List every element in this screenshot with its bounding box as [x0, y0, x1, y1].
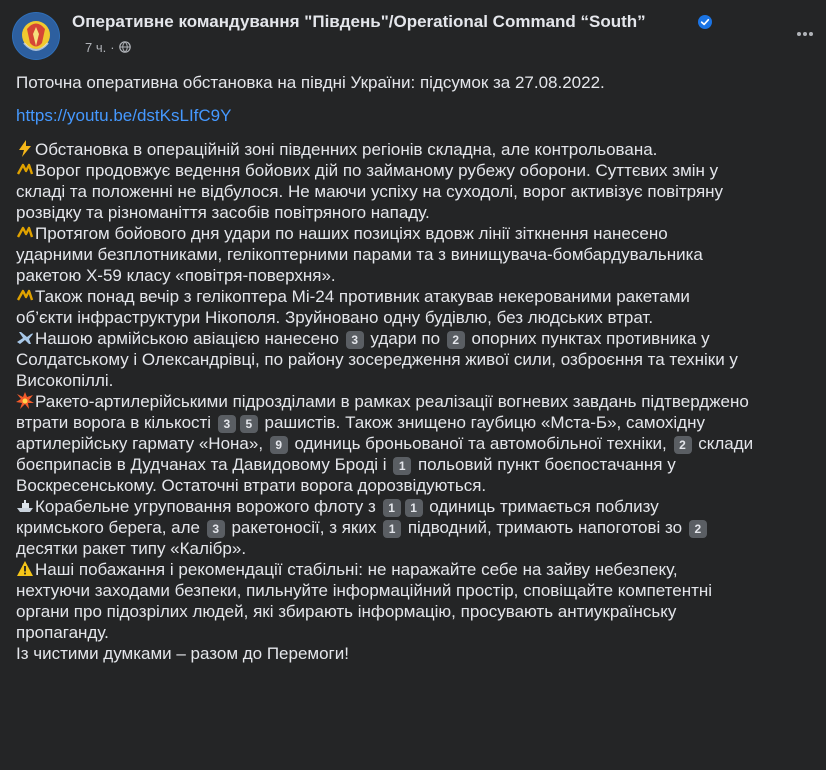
warning-icon	[16, 560, 34, 577]
post-time[interactable]: 7 ч.	[85, 40, 107, 55]
line-text: одиниць броньованої та автомобільної техніки,	[289, 434, 672, 453]
post-line	[16, 139, 816, 160]
line-text: боєприпасів в Дудчанах та Давидовому Броді і	[16, 455, 392, 474]
line-text: Ракето-артилерійськими підрозділами в рамках реалізації вогневих завдань підтверджено	[35, 392, 749, 411]
lightning-icon	[16, 140, 34, 157]
post-line	[16, 181, 816, 202]
post-line	[16, 370, 816, 391]
post-line	[16, 412, 816, 433]
post-content	[16, 72, 816, 664]
line-text: ракетою Х-59 класу «повітря-поверхня».	[16, 266, 336, 285]
post-line	[16, 433, 816, 454]
line-text: складі та положенні не відбулося. Не маючи успіху на суходолі, ворог активізує повітряну	[16, 182, 724, 201]
post-body	[16, 139, 816, 664]
keycap-digit-icon: 2	[674, 436, 692, 454]
line-text: удари по	[365, 329, 445, 348]
line-text: втрати ворога в кількості	[16, 413, 216, 432]
chevron-icon	[16, 287, 34, 304]
line-text: Також понад вечір з гелікоптера Мі-24 противник атакував некерованими ракетами	[35, 287, 690, 306]
post-line	[16, 160, 816, 181]
post-line	[16, 601, 816, 622]
airplane-icon	[16, 329, 34, 346]
post-meta: 7 ч. ·	[85, 40, 131, 55]
keycap-digit-icon: 5	[240, 415, 258, 433]
post-line	[16, 580, 816, 601]
keycap-digit-icon: 1	[405, 499, 423, 517]
ship-icon	[16, 497, 34, 514]
post-line	[16, 202, 816, 223]
post-line	[16, 223, 816, 244]
line-text: нехтуючи заходами безпеки, пильнуйте інформаційний простір, сповіщайте компетентні	[16, 581, 713, 600]
post-line	[16, 622, 816, 643]
post-line	[16, 475, 816, 496]
post-line	[16, 391, 816, 412]
line-text: кримського берега, але	[16, 518, 205, 537]
line-text: Наші побажання і рекомендації стабільні: не наражайте себе на зайву небезпеку,	[35, 560, 678, 579]
line-text: підводний, тримають напоготові зо	[403, 518, 687, 537]
youtube-link[interactable]: https://youtu.be/dstKsLIfC9Y	[16, 106, 232, 125]
keycap-digit-icon: 3	[207, 520, 225, 538]
post-line	[16, 559, 816, 580]
line-text: артилерійську гармату «Нона»,	[16, 434, 268, 453]
post-line	[16, 496, 816, 517]
line-text: польовий пункт боєпостачання у	[413, 455, 676, 474]
explosion-icon	[16, 392, 34, 409]
line-text: об’єкти інфраструктури Нікополя. Зруйновано одну будівлю, без людських втрат.	[16, 308, 654, 327]
line-text: ударними безплотниками, гелікоптерними парами та з винищувача-бомбардувальника	[16, 245, 703, 264]
line-text: органи про підозрілих людей, які збирають інформацію, просувають антиукраїнську	[16, 602, 677, 621]
keycap-digit-icon: 2	[689, 520, 707, 538]
post-line	[16, 538, 816, 559]
line-text: десятки ракет типу «Калібр».	[16, 539, 247, 558]
line-text: склади	[693, 434, 754, 453]
post-line	[16, 265, 816, 286]
line-text: опорних пунктах противника у	[466, 329, 710, 348]
line-text: одиниць тримається поблизу	[424, 497, 659, 516]
page-avatar[interactable]	[12, 12, 60, 60]
ellipsis-icon	[795, 24, 815, 44]
chevron-icon	[16, 161, 34, 178]
post-line	[16, 517, 816, 538]
keycap-digit-icon: 1	[383, 499, 401, 517]
line-text: Солдатському і Олександрівці, по району зосередження живої сили, озброєння та техніки у	[16, 350, 738, 369]
globe-icon	[119, 41, 131, 53]
line-text: розвідку та різноманіття засобів повітряного нападу.	[16, 203, 430, 222]
post-line	[16, 349, 816, 370]
line-text: рашистів. Також знищено гаубицю «Мста-Б», самохідну	[259, 413, 705, 432]
page-name[interactable]: Оперативне командування "Південь"/Operational Command “South”	[72, 12, 646, 31]
verified-badge-icon	[698, 15, 712, 29]
post-line	[16, 244, 816, 265]
keycap-digit-icon: 9	[270, 436, 288, 454]
chevron-icon	[16, 224, 34, 241]
keycap-digit-icon: 1	[393, 457, 411, 475]
line-text: Нашою армійською авіацією нанесено	[35, 329, 344, 348]
post-intro: Поточна оперативна обстановка на півдні України: підсумок за 27.08.2022.	[16, 73, 605, 92]
line-text: Ворог продовжує ведення бойових дій по займаному рубежу оборони. Суттєвих змін у	[35, 161, 719, 180]
line-text: ракетоносії, з яких	[226, 518, 382, 537]
post-line	[16, 454, 816, 475]
keycap-digit-icon: 1	[383, 520, 401, 538]
post-header	[12, 8, 814, 58]
post-line	[16, 328, 816, 349]
more-options-button[interactable]	[787, 16, 823, 52]
line-text: Протягом бойового дня удари по наших позиціях вдовж лінії зіткнення нанесено	[35, 224, 668, 243]
post-line	[16, 643, 816, 664]
post-line	[16, 286, 816, 307]
keycap-digit-icon: 2	[447, 331, 465, 349]
keycap-digit-icon: 3	[218, 415, 236, 433]
line-text: Високопіллі.	[16, 371, 114, 390]
line-text: Із чистими думками – разом до Перемоги!	[16, 644, 349, 663]
line-text: пропаганду.	[16, 623, 109, 642]
emblem-icon	[12, 12, 60, 60]
keycap-digit-icon: 3	[346, 331, 364, 349]
post-line	[16, 307, 816, 328]
line-text: Обстановка в операційній зоні південних регіонів складна, але контрольована.	[35, 140, 658, 159]
line-text: Корабельне угруповання ворожого флоту з	[35, 497, 381, 516]
line-text: Воскресенському. Остаточні втрати ворога дорозвідуються.	[16, 476, 487, 495]
